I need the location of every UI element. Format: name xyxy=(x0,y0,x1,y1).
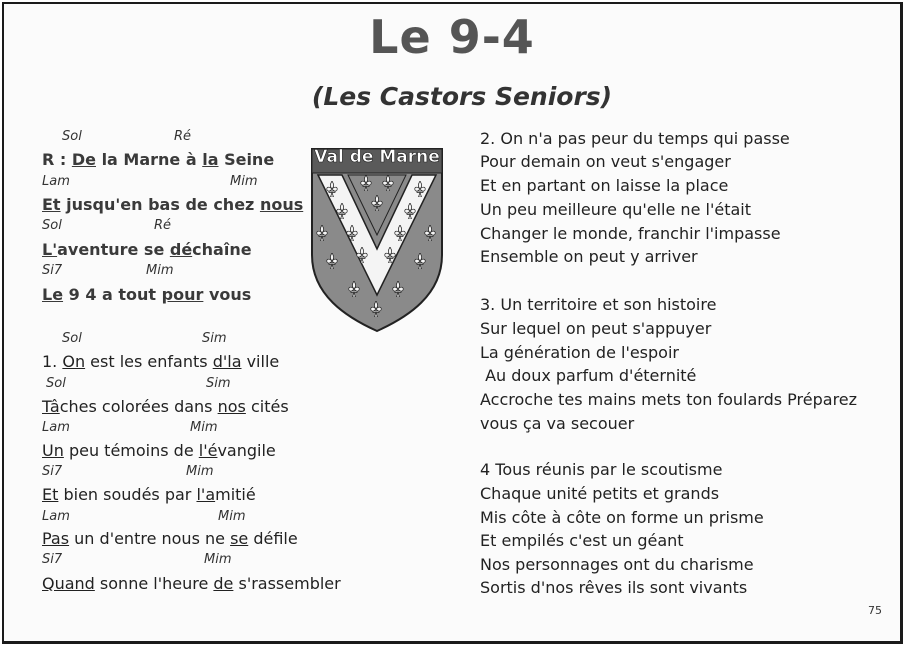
chord: Lam xyxy=(42,509,70,524)
chord: Lam xyxy=(42,174,70,189)
chord: Mim xyxy=(190,420,218,435)
verse-line: Sur lequel on peut s'appuyer xyxy=(480,319,712,338)
chord: Sim xyxy=(202,331,227,346)
verse-line: Changer le monde, franchir l'impasse xyxy=(480,224,781,243)
chord: Si7 xyxy=(42,263,63,278)
song-title: Le 9-4 xyxy=(369,10,535,64)
chord: Sol xyxy=(62,331,82,346)
page-number: 75 xyxy=(868,604,882,617)
verse-line: Et empilés c'est un géant xyxy=(480,531,684,550)
chord: Mim xyxy=(146,263,174,278)
chord: Sol xyxy=(46,376,66,391)
verse-line: 3. Un territoire et son histoire xyxy=(480,295,717,314)
lyric-line: Tâches colorées dans nos cités xyxy=(42,397,289,416)
verse-line: Et en partant on laisse la place xyxy=(480,176,729,195)
chord: Si7 xyxy=(42,552,63,567)
val-de-marne-crest xyxy=(308,145,446,335)
lyric-line: 1. On est les enfants d'la ville xyxy=(42,352,280,371)
verse-line: 2. On n'a pas peur du temps qui passe xyxy=(480,129,790,148)
verse-line: Chaque unité petits et grands xyxy=(480,484,720,503)
chord: Mim xyxy=(218,509,246,524)
chord: Mim xyxy=(204,552,232,567)
chord: Ré xyxy=(154,218,172,233)
chord: Mim xyxy=(230,174,258,189)
verse-line: Pour demain on veut s'engager xyxy=(480,152,731,171)
verse-line: Mis côte à côte on forme un prisme xyxy=(480,508,764,527)
verse-line: La génération de l'espoir xyxy=(480,343,679,362)
chord: Sol xyxy=(42,218,62,233)
chord: Ré xyxy=(174,129,192,144)
verse-line: Accroche tes mains mets ton foulards Préparez xyxy=(480,390,858,409)
verse-line: Nos personnages ont du charisme xyxy=(480,555,754,574)
lyric-line: Un peu témoins de l'évangile xyxy=(42,441,276,460)
chord: Mim xyxy=(186,464,214,479)
chord: Si7 xyxy=(42,464,63,479)
lyric-line: Et bien soudés par l'amitié xyxy=(42,485,256,504)
song-subtitle: (Les Castors Seniors) xyxy=(311,82,613,111)
crest-shield-icon xyxy=(308,145,446,335)
lyric-line: R : De la Marne à la Seine xyxy=(42,150,275,169)
lyric-line: L'aventure se déchaîne xyxy=(42,240,252,259)
verse-line: Sortis d'nos rêves ils sont vivants xyxy=(480,578,748,597)
chord: Sol xyxy=(62,129,82,144)
chord: Sim xyxy=(206,376,231,391)
verse-line: Un peu meilleure qu'elle ne l'était xyxy=(480,200,751,219)
verse-line: 4 Tous réunis par le scoutisme xyxy=(480,460,723,479)
verse-line: vous ça va secouer xyxy=(480,414,635,433)
lyric-line: Quand sonne l'heure de s'rassembler xyxy=(42,574,341,593)
chord: Lam xyxy=(42,420,70,435)
crest-label: Val de Marne xyxy=(314,147,440,167)
lyric-line: Et jusqu'en bas de chez nous xyxy=(42,195,304,214)
lyric-line: Pas un d'entre nous ne se défile xyxy=(42,529,298,548)
verse-line: Au doux parfum d'éternité xyxy=(480,366,697,385)
verse-line: Ensemble on peut y arriver xyxy=(480,247,698,266)
lyric-line: Le 9 4 a tout pour vous xyxy=(42,285,252,304)
